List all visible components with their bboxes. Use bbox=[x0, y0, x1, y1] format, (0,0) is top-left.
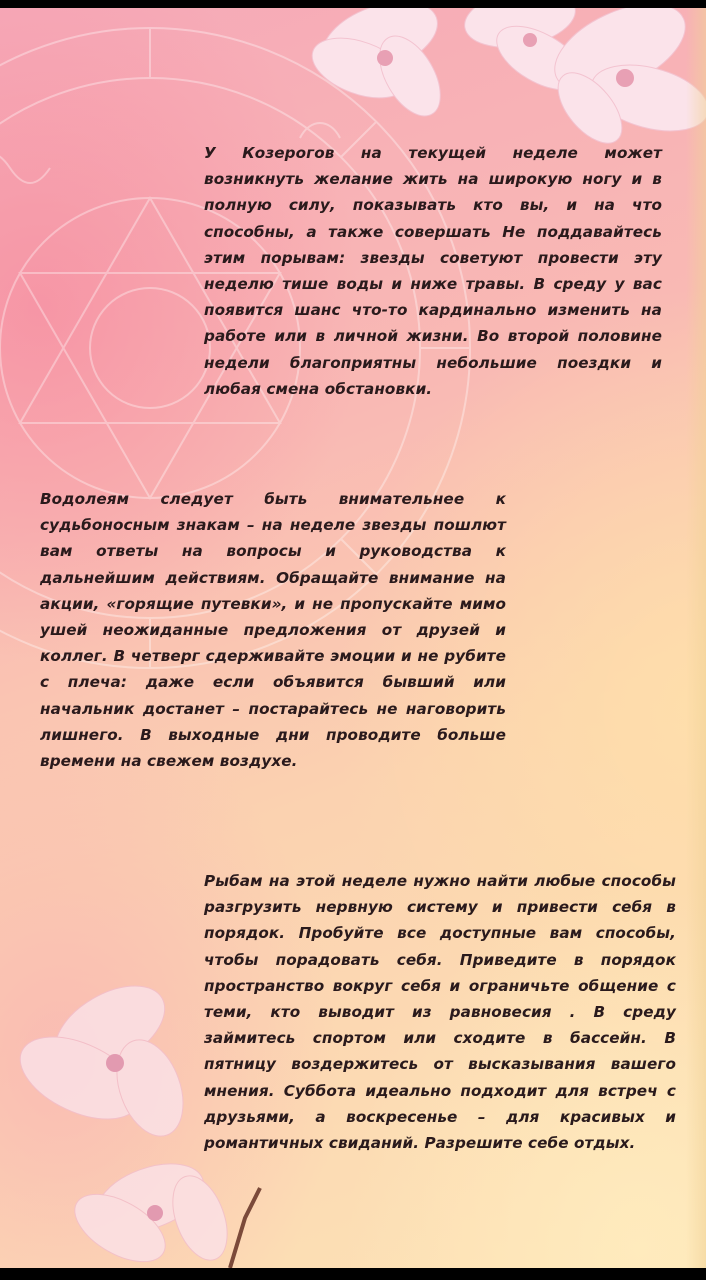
horoscope-card bbox=[0, 8, 706, 1268]
aquarius-paragraph: Водолеям следует быть внимательнее к судьбоносным знакам – на неделе звезды пошлют вам ответы на вопросы и руководства к дальнейшим действиям. Обращайте внимание на акции, «горящие путевки», и не пропускайте мимо ушей неожиданные предложения от друзей и коллег. В четверг сдерживайте эмоции и не рубите с плеча: даже если объявится бывший или начальник достанет – постарайтесь не наговорить лишнего. В выходные дни проводите больше времени на свежем воздухе. bbox=[40, 490, 506, 771]
pisces-paragraph: Рыбам на этой неделе нужно найти любые способы разгрузить нервную систему и привести себя в порядок. Пробуйте все доступные вам способы, чтобы порадовать себя. Приведите в порядок пространство вокруг себя и ограничьте общение с теми, кто выводит из равновесия . В среду займитесь спортом или сходите в бассейн. В пятницу воздержитесь от высказывания вашего мнения. Суббота идеально подходит для встреч с друзьями, а воскресенье – для красивых и романтичных свиданий. Разрешите себе отдых. bbox=[204, 872, 676, 1153]
bottom-bar bbox=[0, 1268, 706, 1280]
magnolia-flower-icon bbox=[290, 8, 706, 148]
page-edge-shadow bbox=[686, 8, 706, 1268]
capricorn-paragraph: У Козерогов на текущей неделе может возникнуть желание жить на широкую ногу и в полную силу, показывать кто вы, и на что способны, а также совершать Не поддавайтесь этим порывам: звезды советуют провести эту неделю тише воды и ниже травы. В среду у вас появится шанс что-то кардинально изменить на работе или в личной жизни. Во второй половине недели благоприятны небольшие поездки и любая смена обстановки. bbox=[204, 144, 662, 398]
